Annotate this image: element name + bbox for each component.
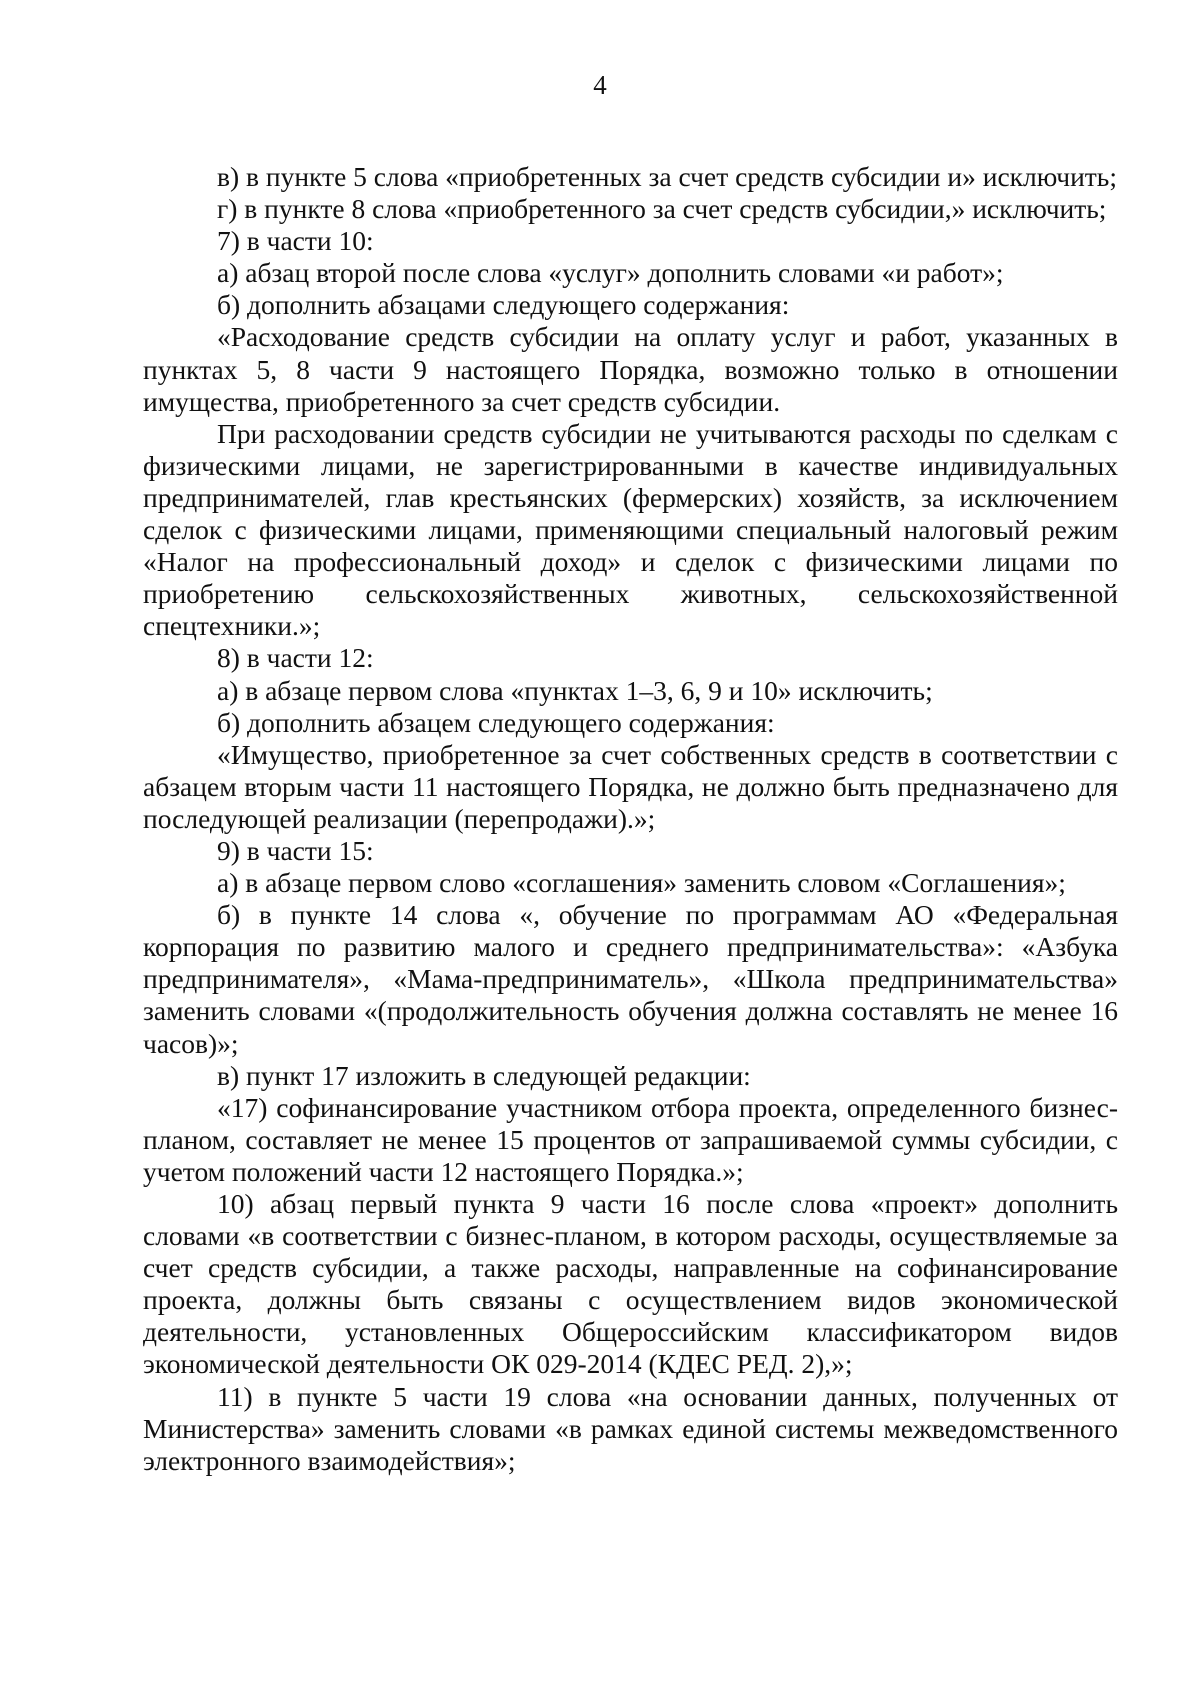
document-body bbox=[143, 161, 1118, 1477]
paragraph: а) в абзаце первом слово «соглашения» заменить словом «Соглашения»; bbox=[217, 867, 1066, 899]
paragraph: 10) абзац первый пункта 9 части 16 после слова «проект» дополнить словами «в соответствии с бизнес-планом, в котором расходы, осуществляемые за счет средств субсидии, а также расходы, направленные на софинансирование проекта, должны быть связаны с осуществлением видов экономической деятельности, установленных Общероссийским классификатором видов экономической деятельности ОК 029-2014 (КДЕС РЕД. 2),»; bbox=[143, 1188, 1118, 1380]
paragraph: «Имущество, приобретенное за счет собственных средств в соответствии с абзацем вторым части 11 настоящего Порядка, не должно быть предназначено для последующей реализации (перепродажи).»; bbox=[143, 738, 1118, 834]
paragraph: При расходовании средств субсидии не учитываются расходы по сделкам с физическими лицами, не зарегистрированными в качестве индивидуальных предпринимателей, глав крестьянских (фермерских) хозяйств, за исключением сделок с физическими лицами, применяющими специальный налоговый режим «Налог на профессиональный доход» и сделок с физическими лицами по приобретению сельскохозяйственных животных, сельскохозяйственной спецтехники.»; bbox=[143, 417, 1118, 642]
paragraph: в) в пункте 5 слова «приобретенных за счет средств субсидии и» исключить; bbox=[217, 161, 1117, 192]
paragraph: 7) в части 10: bbox=[217, 225, 374, 257]
paragraph: в) пункт 17 изложить в следующей редакции: bbox=[217, 1059, 751, 1091]
paragraph: 11) в пункте 5 части 19 слова «на основании данных, полученных от Министерства» заменить словами «в рамках единой системы межведомственного электронного взаимодействия»; bbox=[143, 1380, 1118, 1476]
paragraph: б) дополнить абзацем следующего содержания: bbox=[217, 706, 775, 738]
paragraph: а) в абзаце первом слова «пунктах 1–3, 6, 9 и 10» исключить; bbox=[217, 674, 933, 706]
paragraph: 9) в части 15: bbox=[217, 834, 374, 866]
paragraph: «Расходование средств субсидии на оплату услуг и работ, указанных в пунктах 5, 8 части 9 настоящего Порядка, возможно только в отношении имущества, приобретенного за счет средств субсидии. bbox=[143, 321, 1118, 417]
paragraph: г) в пункте 8 слова «приобретенного за счет средств субсидии,» исключить; bbox=[217, 193, 1107, 225]
paragraph: 8) в части 12: bbox=[217, 642, 374, 674]
paragraph: «17) софинансирование участником отбора проекта, определенного бизнес-планом, составляет не менее 15 процентов от запрашиваемой суммы субсидии, с учетом положений части 12 настоящего Порядка.»; bbox=[143, 1091, 1118, 1187]
paragraph: б) дополнить абзацами следующего содержания: bbox=[217, 289, 790, 321]
paragraph: б) в пункте 14 слова «, обучение по программам АО «Федеральная корпорация по развитию малого и среднего предпринимательства»: «Азбука предпринимателя», «Мама-предприниматель», «Школа предпринимательства» заменить словами «(продолжительность обучения должна составлять не менее 16 часов)»; bbox=[143, 899, 1118, 1059]
paragraph: а) абзац второй после слова «услуг» дополнить словами «и работ»; bbox=[217, 257, 1004, 289]
page-number: 4 bbox=[593, 70, 607, 100]
